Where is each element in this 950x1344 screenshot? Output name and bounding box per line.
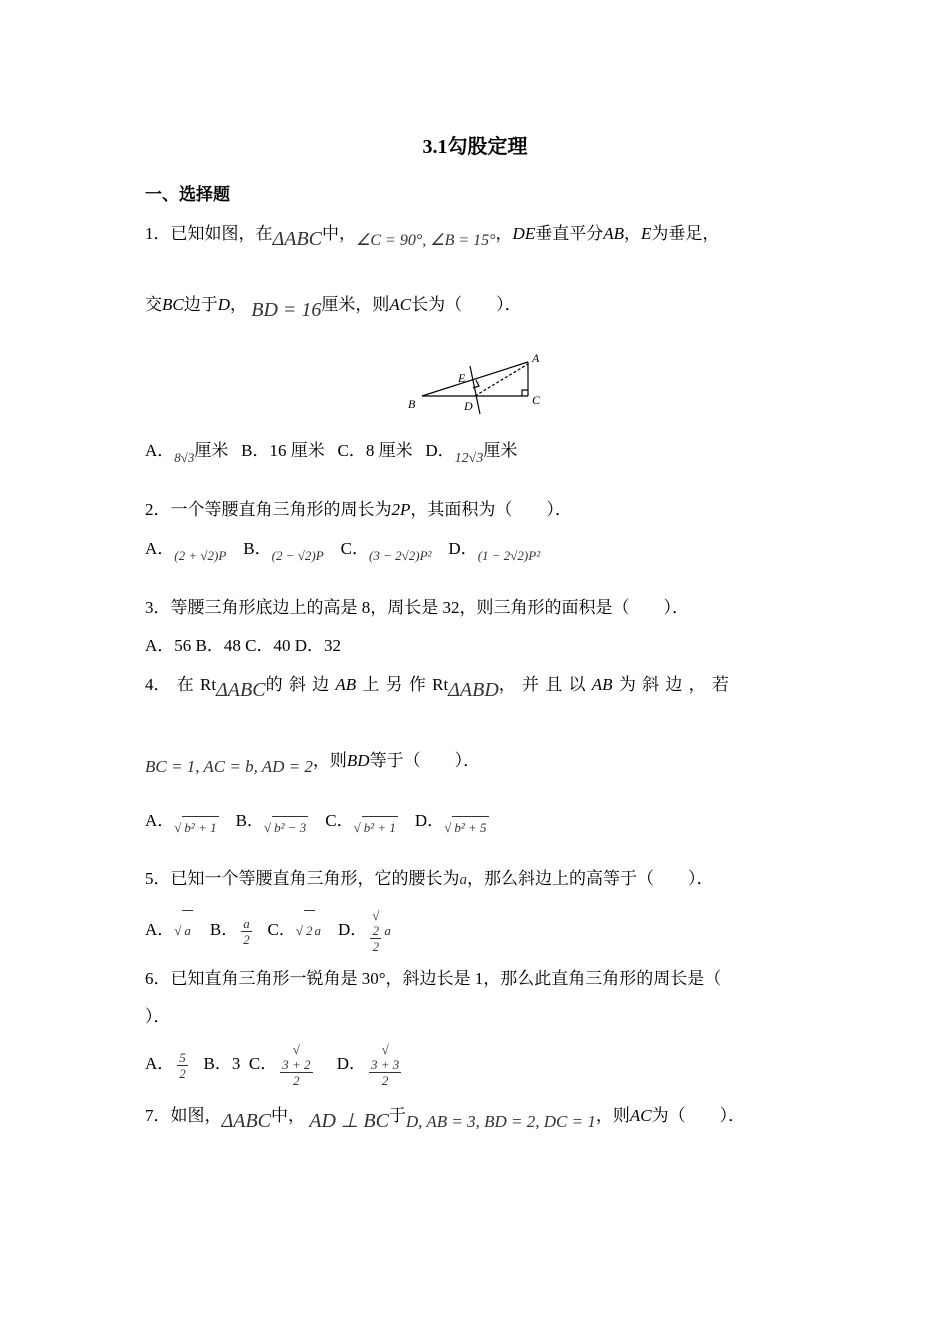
question-4-options: A．$_{√ b^2 + 1}$ B．$_{√ b^2 - 3}$ C．$_{√ b^2 + 1}$ D．$_{√ b^2 + 5}$ bbox=[145, 810, 489, 833]
question-6-options: A． $\frac{5}{2}$ B．3 C． √ 3 + 2 2 D． √ 3 + 3 2 bbox=[145, 1042, 400, 1088]
segment-ad bbox=[475, 364, 528, 396]
question-6-line-2: ）． bbox=[145, 1007, 171, 1026]
question-5: 5．已知一个等腰直角三角形，它的腰长为a，那么斜边上的高等于（ ）． bbox=[145, 869, 714, 888]
question-6-line-1: 6．已知直角三角形一锐角是 30°，斜边长是 1，那么此直角三角形的周长是（ bbox=[145, 969, 722, 988]
label-a: A bbox=[532, 351, 540, 365]
question-1-line-1: 1．已知如图，在ΔABC中，∠C = 90°, ∠B = 15°，DE垂直平分AB，E为垂足， bbox=[145, 224, 720, 250]
question-4-line-2: BC = 1, AC = b, AD = 2，则BD等于（ ）． bbox=[145, 751, 481, 776]
question-1-line-2: 交BC边于D， BD = 16厘米，则AC长为（ ）． bbox=[145, 295, 522, 321]
right-angle-c bbox=[522, 390, 528, 396]
question-2: 2．一个等腰直角三角形的周长为2P，其面积为（ ）． bbox=[145, 500, 572, 519]
section-heading: 一、选择题 bbox=[145, 185, 230, 204]
question-1-options: A．$_{8√3}$厘米 B．16 厘米 C．8 厘米 D．$_{12√3}$厘米 bbox=[145, 441, 518, 466]
label-b: B bbox=[408, 397, 416, 411]
page-title: 3.1勾股定理 bbox=[422, 136, 528, 158]
question-5-options: A．√ a B． $\frac{a}{2}$ C．√ 2 a D． √ 2 2 a bbox=[145, 908, 391, 954]
label-d: D bbox=[464, 399, 473, 413]
question-4-line-1: 4． 在 RtΔABC的 斜 边 AB 上 另 作 RtΔABD， 并 且 以 AB 为 斜 边 ， 若 bbox=[145, 675, 729, 701]
label-c: C bbox=[532, 393, 541, 407]
question-2-options: A．$_{(2 + √2)P}$ B．$_{(2 - √2)P}$ C．$_{(3 - 2√2)P^2}$ D．$_{(1 - 2√2)P^2}$ bbox=[145, 539, 541, 563]
triangle-figure bbox=[400, 348, 560, 418]
question-3: 3．等腰三角形底边上的高是 8，周长是 32，则三角形的面积是（ ）． bbox=[145, 598, 689, 617]
question-7: 7．如图，ΔABC中， AD ⊥ BC于D, AB = 3, BD = 2, DC = 1，则AC为（ ）． bbox=[145, 1106, 746, 1132]
question-3-options: A．56 B．48 C．40 D．32 bbox=[145, 636, 341, 655]
label-e: E bbox=[458, 371, 466, 385]
